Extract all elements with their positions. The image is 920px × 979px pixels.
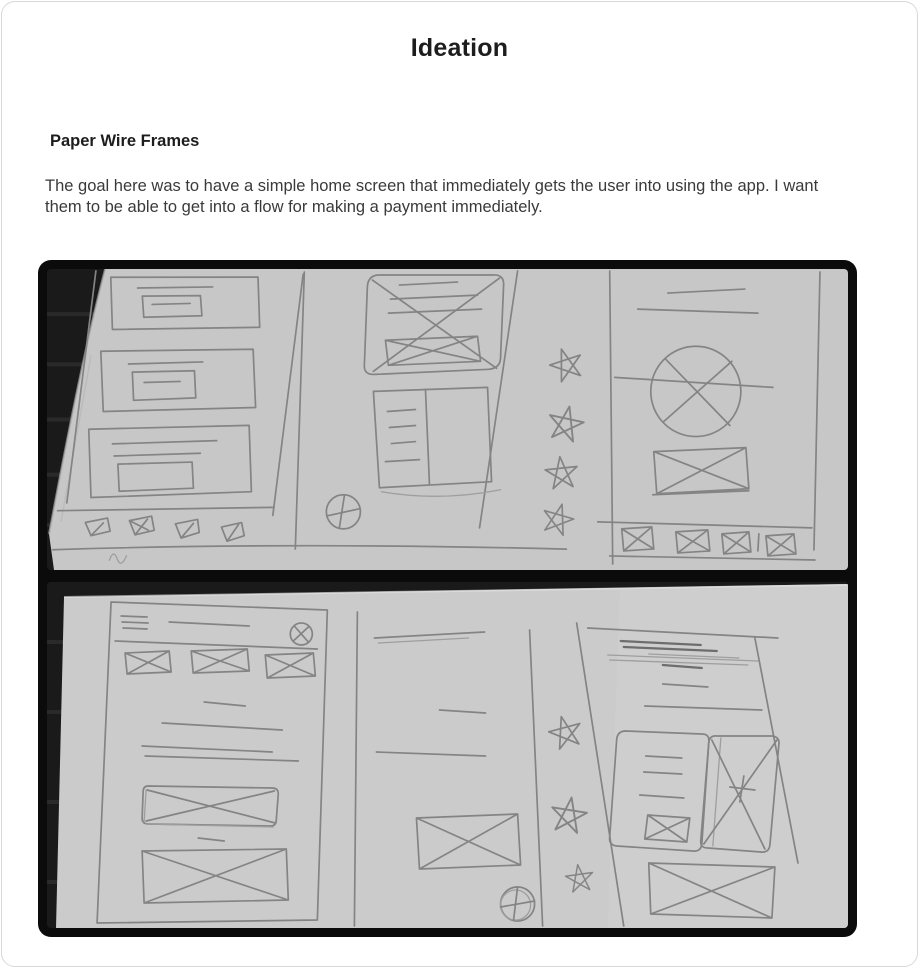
page-title: Ideation [410, 34, 509, 62]
wireframe-sketch-bottom [47, 582, 848, 928]
wireframe-photos-frame [38, 260, 857, 937]
document-page [1, 1, 918, 967]
wireframe-sketch-top [47, 269, 848, 570]
wireframe-photo-top [47, 269, 848, 570]
section-paragraph: The goal here was to have a simple home screen that immediately gets the user into using the app. I want them to be able to get into a flow for making a payment immediately. [45, 177, 819, 216]
wireframe-photo-bottom [47, 582, 848, 928]
section-heading: Paper Wire Frames [50, 132, 200, 150]
